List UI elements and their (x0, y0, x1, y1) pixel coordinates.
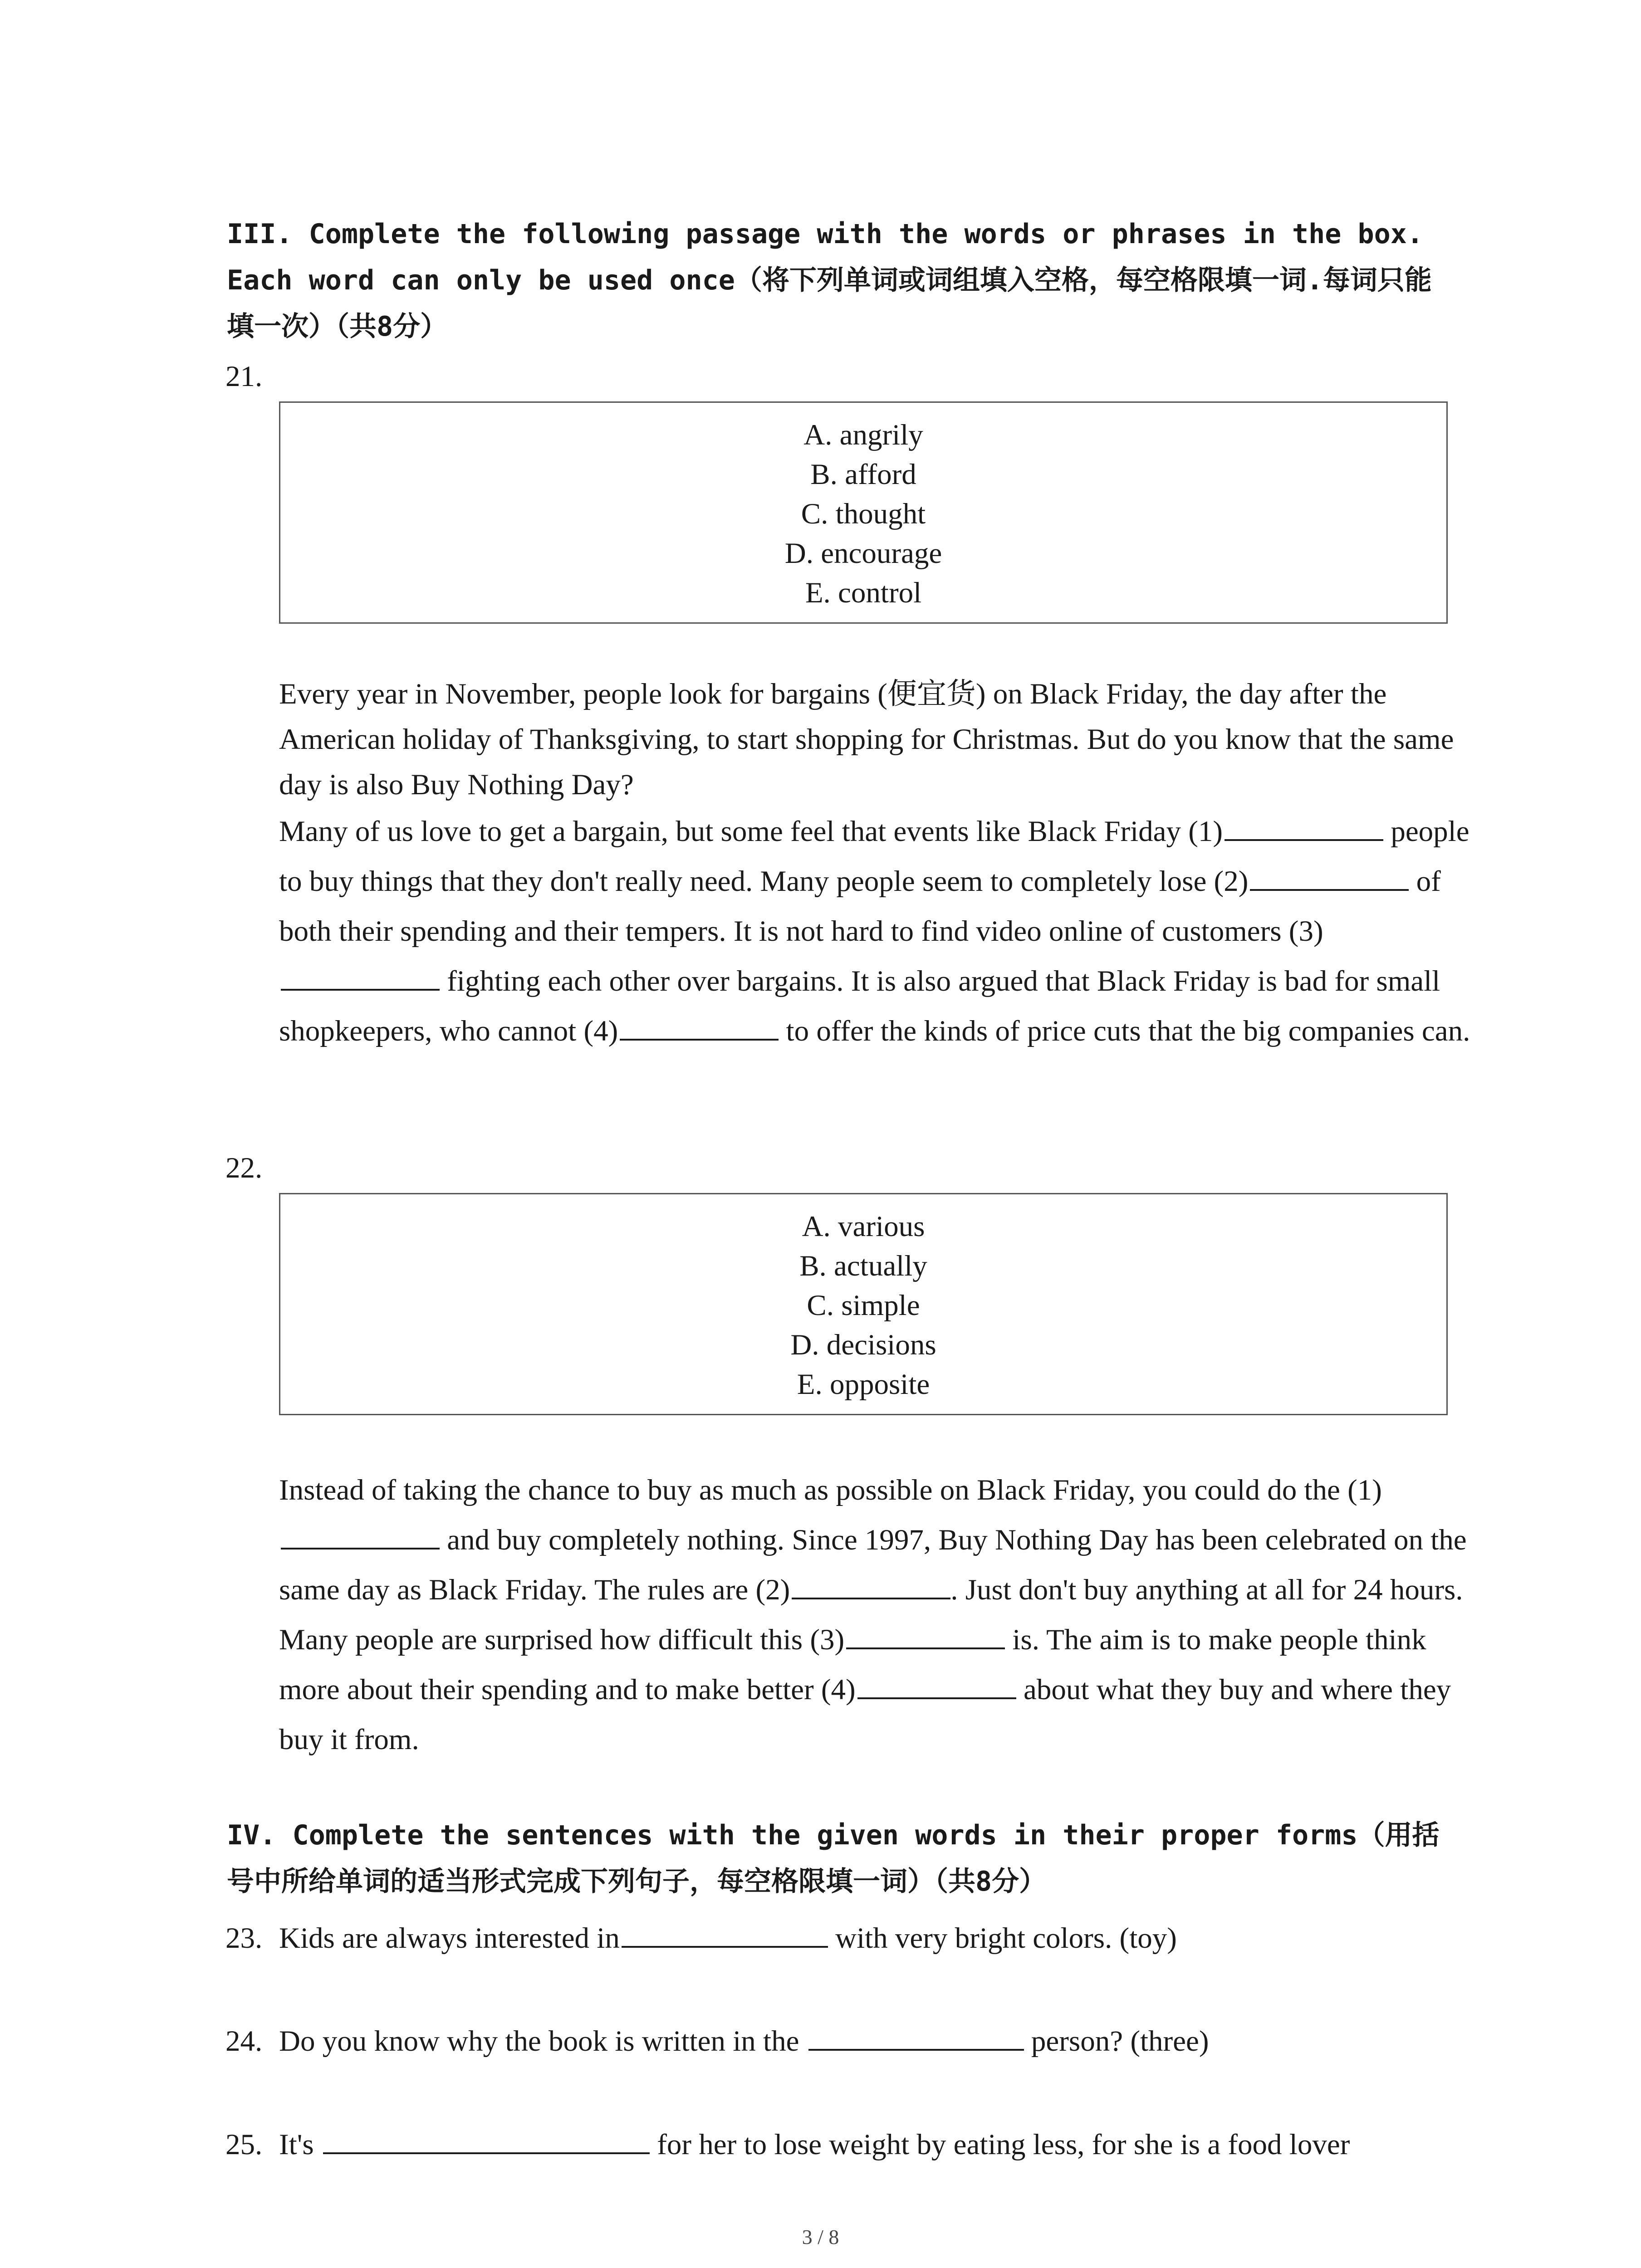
passage-21-paragraph-2 (279, 807, 1477, 1056)
word-option: B. afford (810, 458, 916, 491)
sentence-text: It's (279, 2128, 321, 2161)
sentence-number: 25. (225, 2128, 263, 2161)
passage-text: . Just don't buy anything at all for 24 hours. Many people are surprised how difficult this (3) (279, 1574, 1463, 1656)
passage-22-paragraph (279, 1465, 1477, 1765)
sentence-24 (225, 2021, 1460, 2059)
sentence-text: for her to lose weight by eating less, for she is a food lover (649, 2128, 1350, 2161)
passage-text: and buy completely nothing. Since 1997, Buy Nothing Day has been celebrated on the same day as Black Friday. The rules are (2) (279, 1524, 1467, 1606)
passage-text: Many of us love to get a bargain, but some feel that events like Black Friday (1) (279, 815, 1223, 848)
word-option: C. thought (801, 498, 926, 530)
word-option: C. simple (807, 1289, 920, 1322)
blank-21-3[interactable] (281, 961, 440, 991)
word-option: D. decisions (790, 1329, 936, 1361)
word-box-21 (279, 401, 1448, 624)
page-number: 3 / 8 (802, 2225, 839, 2248)
blank-24[interactable] (808, 2021, 1024, 2051)
section-4-heading: IV. Complete the sentences with the given words in their proper forms（用括号中所给单词的适当形式完成下列句子，每空格限填一词）（共8分） (227, 1819, 1440, 1897)
word-option: E. control (805, 577, 922, 609)
question-22-number: 22. (225, 1152, 263, 1184)
word-option: A. various (802, 1210, 925, 1243)
passage-22 (279, 1465, 1477, 1765)
blank-22-1[interactable] (281, 1520, 440, 1549)
sentence-text: Do you know why the book is written in the (279, 2025, 807, 2058)
passage-text: is. The aim is to make people think more about their spending and to make better (4) (279, 1623, 1426, 1706)
blank-21-4[interactable] (620, 1011, 779, 1041)
passage-21 (279, 671, 1477, 1056)
passage-text: about what they buy and where they buy it from. (279, 1673, 1451, 1756)
blank-23[interactable] (622, 1918, 828, 1948)
blank-22-2[interactable] (792, 1569, 950, 1599)
passage-text: Instead of taking the chance to buy as much as possible on Black Friday, you could do the (1) (279, 1474, 1382, 1506)
passage-text: people to buy things that they don't really need. Many people seem to completely lose (2) (279, 815, 1470, 898)
sentence-text: person? (three) (1024, 2025, 1209, 2058)
blank-22-3[interactable] (846, 1619, 1005, 1649)
sentence-number: 23. (225, 1922, 263, 1955)
blank-22-4[interactable] (857, 1669, 1016, 1699)
word-option: B. actually (799, 1250, 927, 1282)
word-option: E. opposite (797, 1368, 930, 1401)
word-box-22 (279, 1193, 1448, 1415)
word-option: D. encourage (784, 537, 942, 570)
sentence-23 (225, 1918, 1460, 1956)
sentence-text: Kids are always interested in (279, 1922, 620, 1955)
passage-21-paragraph-1: Every year in November, people look for bargains (便宜货) on Black Friday, the day after the American holiday of Thanksgiving, to start shopping for Christmas. But do you know that the same day is also Buy Nothing Day? (279, 678, 1454, 801)
word-option: A. angrily (803, 419, 923, 451)
blank-25[interactable] (323, 2124, 650, 2154)
question-21-number: 21. (225, 360, 263, 393)
sentence-text: with very bright colors. (toy) (828, 1922, 1177, 1955)
sentence-number: 24. (225, 2025, 263, 2058)
passage-text: to offer the kinds of price cuts that the big companies can. (779, 1015, 1470, 1047)
passage-text: fighting each other over bargains. It is also argued that Black Friday is bad for small shopkeepers, who cannot (4) (279, 965, 1440, 1047)
passage-text: of both their spending and their tempers. It is not hard to find video online of customers (3) (279, 865, 1441, 948)
sentence-25 (225, 2124, 1460, 2163)
section-3-heading: III. Complete the following passage with the words or phrases in the box. Each word can only be used once（将下列单词或词组填入空格，每空格限填一词.每词只能填一次）（共8分） (227, 218, 1432, 342)
blank-21-1[interactable] (1225, 811, 1383, 841)
blank-21-2[interactable] (1250, 861, 1409, 891)
